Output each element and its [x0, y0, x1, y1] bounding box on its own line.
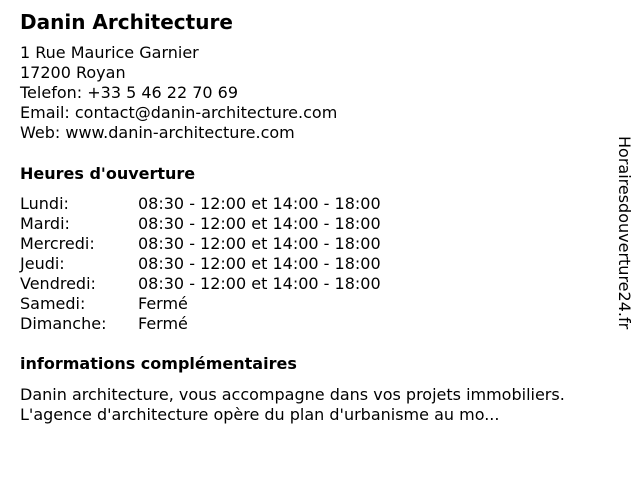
day-label: Samedi:	[20, 294, 86, 313]
contact-block	[20, 43, 337, 143]
time-value: 08:30 - 12:00 et 14:00 - 18:00	[138, 254, 381, 273]
business-name: Danin Architecture	[20, 10, 233, 34]
day-label: Jeudi:	[20, 254, 65, 273]
opening-hours-heading: Heures d'ouverture	[20, 164, 196, 183]
time-value: 08:30 - 12:00 et 14:00 - 18:00	[138, 274, 381, 293]
address-street: 1 Rue Maurice Garnier	[20, 43, 199, 62]
time-value: 08:30 - 12:00 et 14:00 - 18:00	[138, 194, 381, 213]
description-line: Danin architecture, vous accompagne dans vos projets immobiliers.	[20, 385, 565, 404]
additional-info-heading: informations complémentaires	[20, 354, 297, 373]
time-value: Fermé	[138, 294, 188, 313]
description-line: L'agence d'architecture opère du plan d'urbanisme au mo...	[20, 405, 500, 424]
day-label: Lundi:	[20, 194, 69, 213]
email-address: Email: contact@danin-architecture.com	[20, 103, 338, 122]
phone-number: Telefon: +33 5 46 22 70 69	[20, 83, 239, 102]
business-description	[20, 385, 620, 425]
day-label: Vendredi:	[20, 274, 96, 293]
site-watermark: Horairesdouverture24.fr	[615, 136, 634, 330]
address-city: 17200 Royan	[20, 63, 126, 82]
time-value: 08:30 - 12:00 et 14:00 - 18:00	[138, 214, 381, 233]
day-label: Dimanche:	[20, 314, 107, 333]
day-label: Mercredi:	[20, 234, 95, 253]
day-label: Mardi:	[20, 214, 70, 233]
time-value: Fermé	[138, 314, 188, 333]
time-value: 08:30 - 12:00 et 14:00 - 18:00	[138, 234, 381, 253]
website: Web: www.danin-architecture.com	[20, 123, 295, 142]
